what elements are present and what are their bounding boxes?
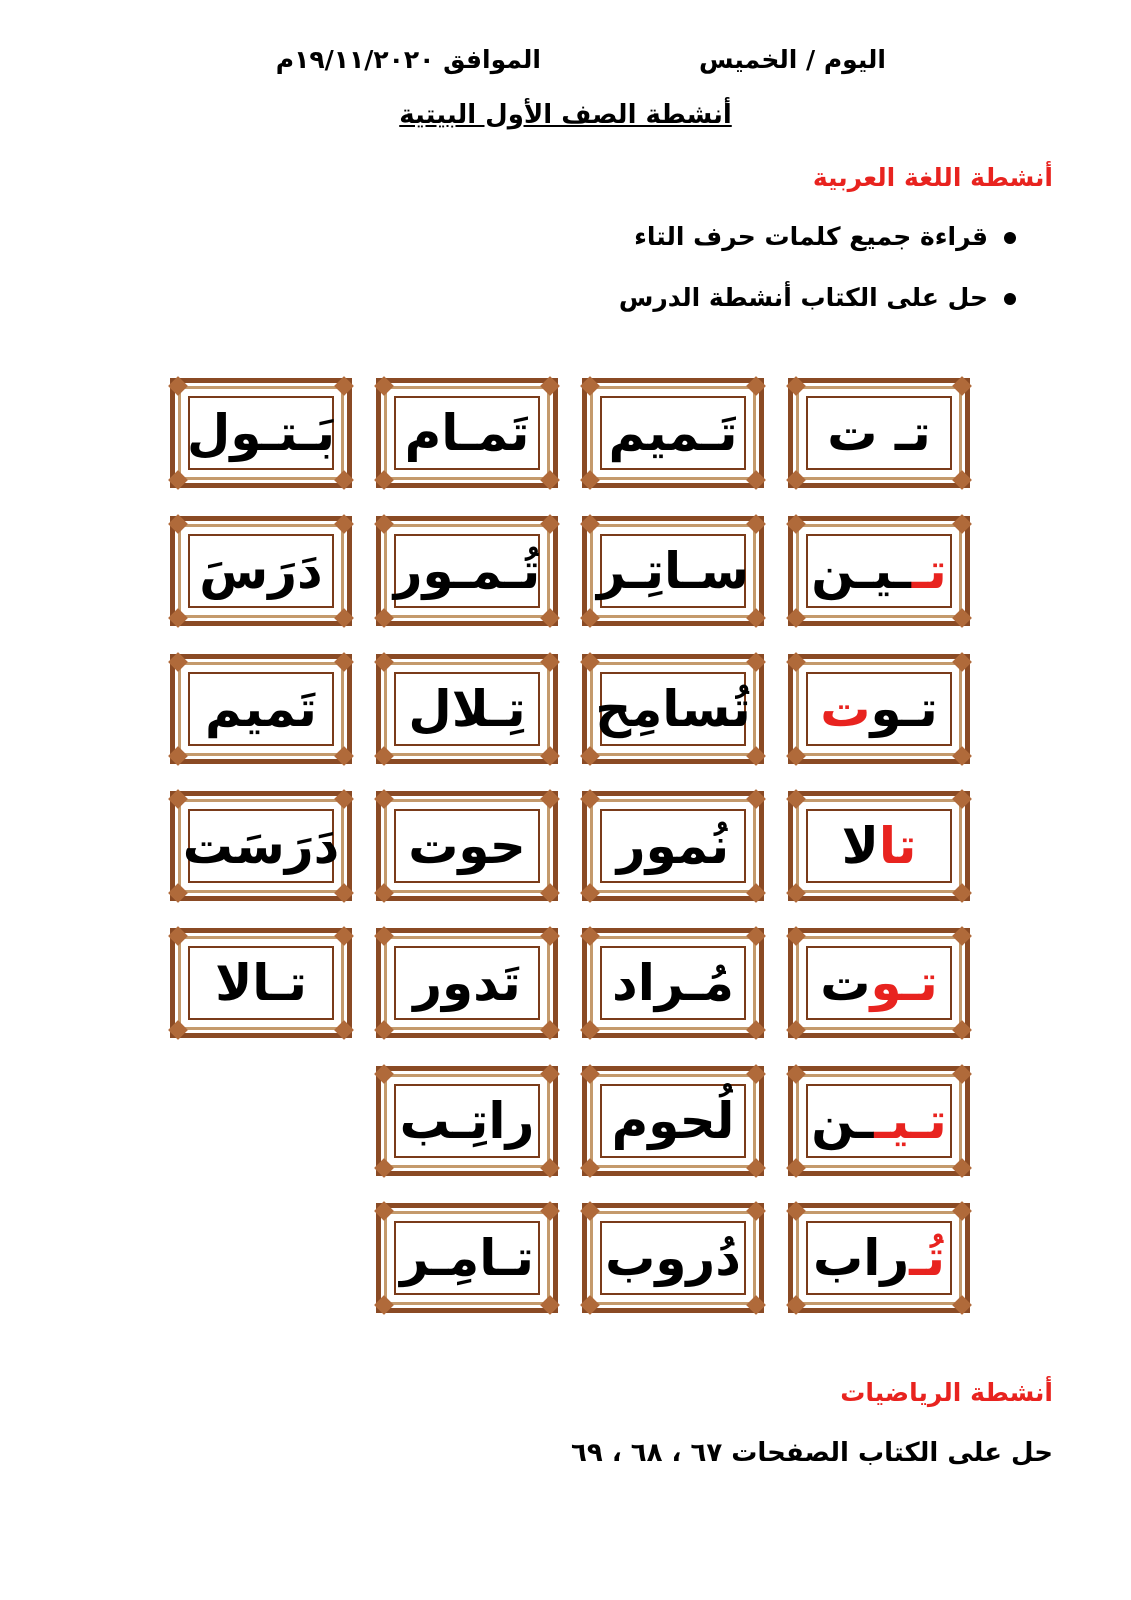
word-card [582,791,764,901]
card-word-post: لا [841,817,879,875]
card-word-post: دُروب [605,1229,741,1287]
card-word-post: ـيـن [811,542,911,600]
card-word [381,659,553,759]
card-word [175,383,347,483]
card-word [793,933,965,1033]
word-card [788,1203,970,1313]
card-word [793,796,965,896]
card-word-red: تـو [870,954,938,1012]
card-word [381,1208,553,1308]
word-card [170,378,352,488]
word-card [788,654,970,764]
card-word-post: تـ ت [827,404,931,462]
card-word [793,1208,965,1308]
card-word [587,1071,759,1171]
card-word [793,1071,965,1171]
card-word-post: حوت [408,817,526,875]
card-word-post: تُسامِح [595,680,751,738]
date-label: الموافق ١٩/١١/٢٠٢٠م [275,45,541,74]
card-word-post: تُـمـور [393,542,541,600]
bullet-dot-icon [1004,232,1016,244]
card-word [587,1208,759,1308]
word-card [582,928,764,1038]
day-label: اليوم / الخميس [699,45,886,74]
card-word [175,521,347,621]
card-word-post: سـاتِـر [597,542,750,600]
math-task: حل على الكتاب الصفحات ٦٧ ، ٦٨ ، ٦٩ [571,1438,1053,1468]
card-word-post: مُـراد [612,954,734,1012]
card-word [587,796,759,896]
card-word [381,796,553,896]
word-card [376,1066,558,1176]
card-word [175,796,347,896]
math-section-heading: أنشطة الرياضيات [840,1378,1053,1407]
card-word [175,933,347,1033]
card-word [381,1071,553,1171]
word-card [582,378,764,488]
card-word-post: تَمـام [404,404,530,462]
word-card [788,516,970,626]
card-word-post: تَدور [413,954,521,1012]
bullet-dot-icon [1004,293,1016,305]
card-word [587,521,759,621]
card-word-post: لُحوم [611,1092,735,1150]
word-card [788,1066,970,1176]
word-card [788,928,970,1038]
card-word-post: راب [812,1229,910,1287]
card-word-post: راتِـب [399,1092,535,1150]
card-word-red: تـيـ [873,1092,947,1150]
card-word-red: تـ [910,542,947,600]
card-word [381,383,553,483]
card-word-post: تَـميم [608,404,738,462]
word-card [582,1203,764,1313]
word-card [170,791,352,901]
card-word-post: دَرَسَت [182,817,340,875]
word-card [788,791,970,901]
card-word [793,659,965,759]
card-word-post: تَميم [205,680,317,738]
card-word-red: تُـ [909,1229,946,1287]
card-word-post: ـن [811,1092,874,1150]
card-word [793,521,965,621]
card-word-post: تـالا [215,954,307,1012]
word-card [582,1066,764,1176]
word-card [376,654,558,764]
page-title: أنشطة الصف الأول البيتية [399,100,732,130]
word-card [170,928,352,1038]
word-card [376,928,558,1038]
card-word-post: ت [820,954,871,1012]
card-word [587,383,759,483]
card-word [587,933,759,1033]
card-word [381,933,553,1033]
card-word [381,521,553,621]
card-word [793,383,965,483]
word-card [376,1203,558,1313]
word-card [170,516,352,626]
arabic-bullet-1: قراءة جميع كلمات حرف التاء [634,222,1016,251]
card-word-post: بَـتـول [186,404,336,462]
word-card [582,516,764,626]
card-word-pre: تـو [870,680,938,738]
word-card [582,654,764,764]
card-word-post: تِـلال [408,680,526,738]
card-word-post: دَرَسَ [199,542,323,600]
card-word [587,659,759,759]
word-card [376,791,558,901]
card-word-post: تـامِـر [400,1229,534,1287]
arabic-bullet-2: حل على الكتاب أنشطة الدرس [619,283,1016,312]
arabic-section-heading: أنشطة اللغة العربية [812,163,1053,192]
word-card [788,378,970,488]
card-word-red: تا [878,817,917,875]
word-card [170,654,352,764]
card-word [175,659,347,759]
card-word-post: نُمور [616,817,730,875]
word-card [376,378,558,488]
card-word-red: ت [820,680,871,738]
word-card [376,516,558,626]
